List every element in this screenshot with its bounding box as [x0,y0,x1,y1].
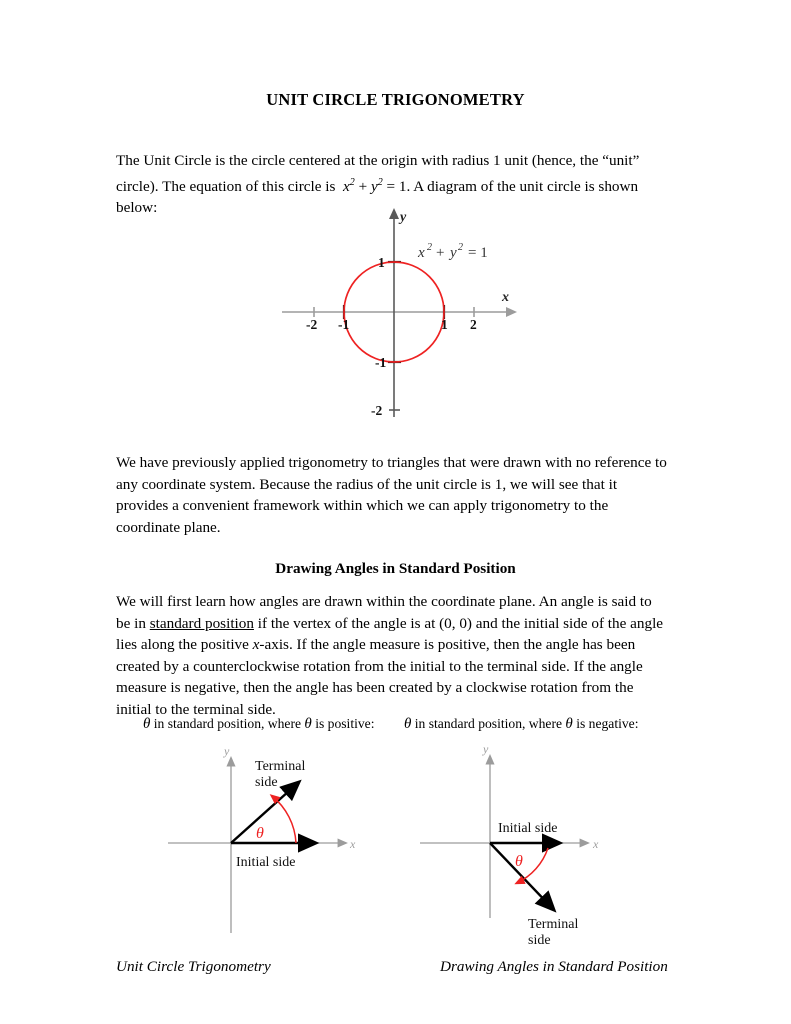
caption-negative-text-1: in standard position, where [411,716,566,731]
positive-angle-diagram [168,738,408,943]
initial-side-label: Initial side [498,821,558,836]
inline-equation-unit-circle [339,178,406,195]
initial-side-label: Initial side [236,855,296,870]
paragraph-standard-position [116,591,668,720]
terminal-side-label-line1: Terminal [255,759,306,774]
terminal-side-ray [231,782,299,843]
theta-label: θ [256,825,264,842]
y-tick-label-minus2: -2 [371,403,383,418]
caption-theta-symbol-neg: θ [404,716,412,732]
standard-text-part1: We will first learn how angles are drawn within the coordinate plane. An angle is said to be in [116,593,652,632]
caption-theta-symbol: θ [143,716,151,732]
unit-circle-equation-label [417,242,488,261]
equation-exponent-1: 2 [349,176,355,188]
caption-positive-text-1: in standard position, where [150,716,305,731]
y-axis-arrowhead-icon [389,208,399,219]
caption-theta-symbol-2: θ [304,716,312,732]
x-axis-arrowhead-icon [506,307,517,317]
page-title: UNIT CIRCLE TRIGONOMETRY [266,90,525,109]
x-tick-label-minus2: -2 [306,317,318,332]
caption-positive-text-2: is positive: [311,716,375,731]
terminal-side-label-line2: side [255,775,278,790]
paragraph-previous: We have previously applied trigonometry to triangles that were drawn with no reference to any coordinate system. Because the radius of the unit circle is 1, we will see that it provides a convenient framework within which we can apply trigonometry to the coordinate plane. [116,454,667,536]
terminal-side-label-line2: side [528,933,551,948]
positive-diagram-y-label: y [224,744,230,758]
x-tick-label-plus1: 1 [441,317,448,332]
positive-diagram-x-label: x [350,837,356,851]
equation-exponent-2: 2 [377,176,383,188]
equation-equals-one: = 1 [382,177,407,195]
negative-angle-diagram [420,738,670,953]
standard-position-term: standard position [149,614,254,632]
caption-theta-symbol-neg-2: θ [565,716,573,732]
footer-left: Unit Circle Trigonometry [116,958,271,975]
standard-text-part2: if the vertex of the angle is at (0, 0) and the initial side of the angle lies along the positive [116,614,664,653]
equation-x: x [343,177,350,195]
equation-plus: + [354,177,371,195]
equation-y: y [370,177,378,195]
standard-text-part3: -axis. If the angle measure is positive, then the angle has been created by a counterclockwise rotation from the initial to the terminal side. If the angle measure is negative, then the angle has been created by a clockwise rotation from the initial to the terminal side. [116,636,643,718]
terminal-side-label-line1: Terminal [528,917,579,932]
equation-label-equals: = 1 [468,245,488,261]
standard-x-axis-italic: x [252,636,260,653]
negative-diagram-x-label: x [593,837,599,851]
x-tick-label-plus2: 2 [470,317,477,332]
y-tick-label-plus1: 1 [378,255,385,270]
intro-text-before-equation: The Unit Circle is the circle centered at the origin with radius 1 unit (hence, the “unit” circle). The equation of this circle is [116,152,640,195]
equation-label-exponent-2: 2 [458,242,463,253]
unit-circle-y-axis-label: y [400,210,407,225]
equation-label-x: x [418,245,425,261]
section-heading: Drawing Angles in Standard Position [275,560,516,577]
theta-label: θ [515,853,523,870]
y-tick-label-minus1: -1 [375,355,387,370]
unit-circle-x-axis-label: x [502,290,509,305]
equation-label-y: y [450,245,457,261]
negative-diagram-y-label: y [483,742,489,756]
footer-right: Drawing Angles in Standard Position [440,958,668,975]
unit-circle-diagram [270,205,530,430]
caption-positive-angle [143,716,374,733]
caption-negative-text-2: is negative: [572,716,639,731]
equation-label-exponent-1: 2 [427,242,432,253]
caption-negative-angle [404,716,638,733]
equation-label-plus: + [436,245,445,261]
x-tick-label-minus1: -1 [338,317,350,332]
intro-text-after-equation: . A diagram of the unit circle is shown below: [116,177,639,217]
